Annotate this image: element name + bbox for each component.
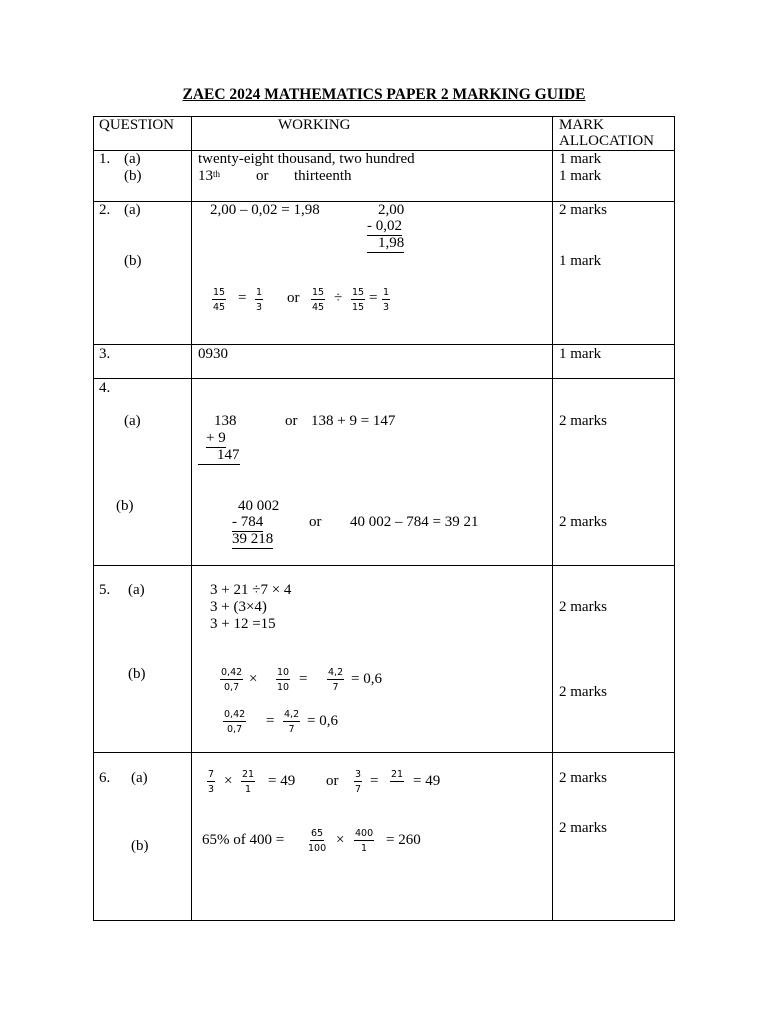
q1a-working: twenty-eight thousand, two hundred: [198, 151, 415, 167]
q4b-column-line1: 40 002: [238, 498, 280, 514]
q2a-column-line3: 1,98: [367, 235, 404, 253]
q6a-equals: =: [370, 773, 379, 789]
q2b-equals-2: =: [369, 290, 378, 306]
q5a-mark: 2 marks: [559, 599, 607, 615]
q6a-result: = 49: [268, 773, 296, 789]
q2b-divide: ÷: [334, 290, 343, 306]
q4b-equation: 40 002 – 784 = 39 21: [350, 514, 479, 530]
page-title: ZAEC 2024 MATHEMATICS PAPER 2 MARKING GUIDE: [182, 86, 586, 103]
q5b-mark: 2 marks: [559, 684, 607, 700]
q6b-mark: 2 marks: [559, 820, 607, 836]
q1b-word: thirteenth: [294, 168, 352, 184]
q5b-equals-2: =: [266, 713, 275, 729]
q1-part-b: (b): [124, 168, 142, 184]
q2-part-a: (a): [124, 202, 141, 218]
q4b-mark: 2 marks: [559, 514, 607, 530]
q3-mark: 1 mark: [559, 346, 602, 362]
q6-part-b: (b): [131, 838, 149, 854]
q1b-mark: 1 mark: [559, 168, 602, 184]
q5a-line1: 3 + 21 ÷7 × 4: [210, 582, 292, 598]
q5b-fraction-042-07-b: $\frac{0,42}{0,7}$: [224, 709, 246, 735]
q6b-result: = 260: [386, 832, 421, 848]
q6a-times: ×: [224, 773, 233, 789]
q5b-fraction-042-07: $\frac{0,42}{0,7}$: [221, 667, 243, 693]
q5b-fraction-10-10: $\frac{10}{10}$: [277, 667, 290, 693]
q1b-or: or: [256, 168, 269, 184]
q6b-fraction-400-1: $\frac{400}{1}$: [355, 828, 374, 854]
q4a-column-line2: + 9: [206, 430, 226, 446]
q2b-fraction-1-3: $\frac{1}{3}$: [256, 287, 263, 313]
q2b-equals: =: [238, 290, 247, 306]
q5-part-b: (b): [128, 666, 146, 682]
q6a-fraction-21-1: $\frac{21}{1}$: [242, 769, 255, 795]
header-mark: MARK: [559, 117, 605, 133]
q2a-column-line2: - 0,02: [367, 218, 402, 234]
q2b-or: or: [287, 290, 300, 306]
q6-part-a: (a): [131, 770, 148, 786]
q5b-result: = 0,6: [351, 671, 382, 687]
q2-part-b: (b): [124, 253, 142, 269]
q5b-equals: =: [299, 671, 308, 687]
q6a-fraction-3-7: $\frac{3}{7}$: [355, 769, 362, 795]
q2-number: 2.: [99, 202, 111, 218]
q5-number: 5.: [99, 582, 111, 598]
q4a-equation: 138 + 9 = 147: [311, 413, 396, 429]
q2b-fraction-15-45: $\frac{15}{45}$: [213, 287, 226, 313]
q5a-line2: 3 + (3×4): [210, 599, 267, 615]
q5a-line3: 3 + 12 =15: [210, 616, 276, 632]
q6b-text: 65% of 400 =: [202, 832, 285, 848]
q5b-fraction-42-7-b: $\frac{4,2}{7}$: [284, 709, 300, 735]
q6b-fraction-65-100: $\frac{65}{100}$: [308, 828, 327, 854]
q2a-column-line1: 2,00: [378, 202, 405, 218]
q6b-times: ×: [336, 832, 345, 848]
q4b-column-line2: - 784: [232, 514, 264, 530]
q4a-column-line1: 138: [214, 413, 237, 429]
q5-part-a: (a): [128, 582, 145, 598]
q5b-times: ×: [249, 671, 258, 687]
q4-part-b: (b): [116, 498, 134, 514]
q1b-working: 13th: [198, 168, 221, 184]
q3-working: 0930: [198, 346, 228, 362]
q6a-fraction-7-3: $\frac{7}{3}$: [208, 769, 215, 795]
q1-part-a: (a): [124, 151, 141, 167]
q6a-or: or: [326, 773, 339, 789]
q1-number: 1.: [99, 151, 111, 167]
q2b-fraction-15-45-b: $\frac{15}{45}$: [312, 287, 325, 313]
header-allocation: ALLOCATION: [559, 133, 654, 149]
q6a-result-2: = 49: [413, 773, 441, 789]
q4b-column-line3: 39 218: [232, 531, 274, 547]
q2b-fraction-1-3-b: $\frac{1}{3}$: [383, 287, 390, 313]
q4a-mark: 2 marks: [559, 413, 607, 429]
q2a-mark: 2 marks: [559, 202, 607, 218]
header-question: QUESTION: [99, 117, 174, 133]
q2b-fraction-15-15: $\frac{15}{15}$: [352, 287, 365, 313]
q5b-result-2: = 0,6: [307, 713, 338, 729]
q4a-or: or: [285, 413, 298, 429]
q3-number: 3.: [99, 346, 111, 362]
q4a-column-line3: 147: [198, 447, 240, 465]
q6-number: 6.: [99, 770, 111, 786]
q2b-mark: 1 mark: [559, 253, 602, 269]
q6a-fraction-21: 21: [391, 769, 404, 780]
header-working: WORKING: [278, 117, 351, 133]
q1a-mark: 1 mark: [559, 151, 602, 167]
q4-number: 4.: [99, 380, 111, 396]
q4-part-a: (a): [124, 413, 141, 429]
q2a-equation: 2,00 – 0,02 = 1,98: [210, 202, 320, 218]
q4b-or: or: [309, 514, 322, 530]
q6a-mark: 2 marks: [559, 770, 607, 786]
q5b-fraction-42-7: $\frac{4,2}{7}$: [328, 667, 344, 693]
